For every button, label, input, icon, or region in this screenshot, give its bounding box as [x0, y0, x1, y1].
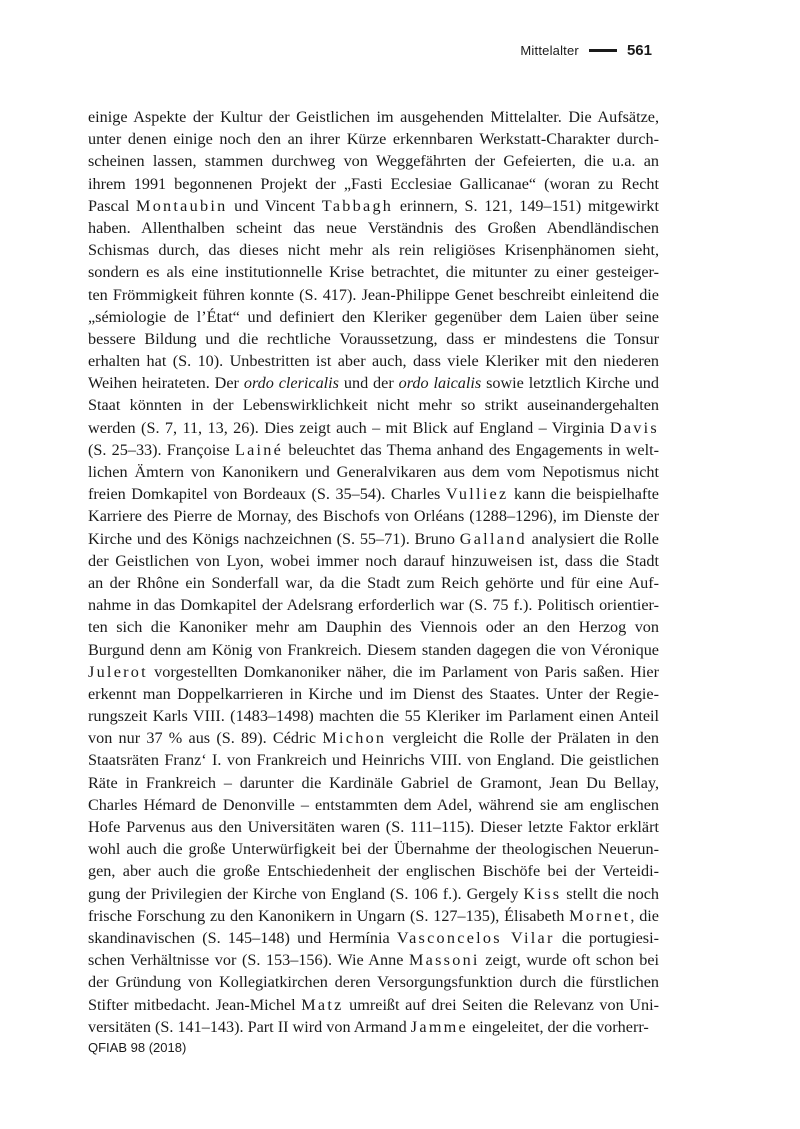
- text-line: [88, 927, 659, 949]
- italic-term: ordo laicalis: [398, 374, 482, 393]
- text-run: erhalten hat (S. 10). Unbestritten ist aber auch, dass viele Kleriker mit den niederen: [88, 352, 659, 371]
- text-run: „sémiologie de l’État“ und definiert den Kleriker gegenüber dem Laien über seine: [88, 307, 659, 326]
- text-line: [88, 128, 659, 150]
- author-name: Matz: [301, 995, 344, 1014]
- text-line: [88, 949, 659, 971]
- text-run: stellt die noch: [561, 884, 659, 903]
- text-run: zeigt, wurde oft schon bei: [479, 951, 659, 970]
- text-line: [88, 173, 659, 195]
- text-line: [88, 749, 659, 771]
- text-run: die portugiesi-: [554, 928, 659, 947]
- text-line: [88, 550, 659, 572]
- text-line: [88, 727, 659, 749]
- text-line: [88, 106, 659, 128]
- author-name: Mornet: [569, 906, 631, 925]
- text-run: lichen Ämtern von Kanonikern und Generalvikaren aus dem vom Nepotismus nicht: [88, 463, 659, 481]
- text-run: erinnern, S. 121, 149–151) mitgewirkt: [393, 196, 659, 215]
- text-run: Räte in Frankreich – darunter die Kardinäle Gabriel de Gramont, Jean Du Bellay,: [88, 773, 659, 792]
- text-line: [88, 772, 659, 794]
- text-run: Burgund denn am König von Frankreich. Diesem standen dagegen die von Véronique: [88, 640, 659, 659]
- text-run: frische Forschung zu den Kanonikern in Ungarn (S. 127–135), Élisabeth: [88, 906, 570, 925]
- body-text: [88, 106, 659, 1038]
- text-line: [88, 150, 659, 172]
- text-line: [88, 483, 659, 505]
- text-line: [88, 350, 659, 372]
- header-rule: [589, 49, 617, 52]
- text-run: an der Rhône ein Sonderfall war, da die Stadt zum Reich gehörte und für eine Auf-: [88, 573, 659, 592]
- running-header: [520, 42, 652, 59]
- text-line: [88, 639, 659, 661]
- text-line: [88, 261, 659, 283]
- text-run: schen Verhältnisse vor (S. 153–156). Wie Anne: [88, 951, 409, 970]
- text-run: , die: [630, 906, 659, 925]
- text-run: Charles Hémard de Denonville – entstammten dem Adel, während sie am englischen: [88, 795, 659, 814]
- text-line: [88, 239, 659, 261]
- text-line: [88, 417, 659, 439]
- text-run: der Geistlichen von Lyon, wobei immer noch darauf hinzuweisen ist, dass die Stadt: [88, 551, 659, 570]
- text-run: wohl auch die große Unterwürfigkeit bei der Übernahme der theologischen Neuerun-: [88, 840, 659, 859]
- text-run: bessere Bildung und die rechtliche Voraussetzung, dass er mindestens die Tonsur: [88, 329, 659, 348]
- text-run: vorgestellten Domkanoniker näher, die im Parlament von Paris saßen. Hier: [147, 662, 659, 681]
- text-run: (S. 25–33). Françoise: [88, 440, 235, 459]
- italic-term: ordo clericalis: [243, 374, 339, 393]
- journal-footer: QFIAB 98 (2018): [88, 1040, 187, 1055]
- text-line: [88, 594, 659, 616]
- author-name: Lainé: [234, 440, 284, 459]
- text-run: versitäten (S. 141–143). Part II wird von Armand: [88, 1017, 411, 1036]
- text-run: skandinavischen (S. 145–148) und Hermínia: [88, 928, 397, 947]
- author-name: Vulliez: [445, 485, 509, 504]
- text-run: kann die beispielhafte: [508, 485, 659, 504]
- text-run: sondern es als eine institutionnelle Krise betrachtet, die mitunter zu einer gesteiger-: [88, 263, 659, 282]
- text-line: [88, 195, 659, 217]
- text-line: [88, 461, 659, 483]
- text-run: beleuchtet das Thema anhand des Engagements in welt-: [283, 440, 659, 459]
- text-run: der Gründung von Kollegiatkirchen deren Versorgungsfunktion durch die fürstlichen: [88, 973, 659, 992]
- author-name: Julerot: [88, 662, 148, 681]
- text-line: [88, 217, 659, 239]
- text-line: [88, 683, 659, 705]
- text-line: [88, 284, 659, 306]
- author-name: Michon: [322, 729, 387, 748]
- text-line: [88, 994, 659, 1016]
- text-line: [88, 816, 659, 838]
- text-run: erkennt man Doppelkarrieren in Kirche und im Dienst des Staates. Unter der Regie-: [88, 684, 659, 703]
- text-run: Pascal: [88, 196, 137, 215]
- text-run: ten Frömmigkeit führen konnte (S. 417). Jean-Philippe Genet beschreibt einleitend die: [88, 285, 659, 304]
- text-line: [88, 505, 659, 527]
- text-run: Staatsräten Franz‘ I. von Frankreich und Heinrichs VIII. von England. Die geistlichen: [88, 751, 659, 770]
- text-run: Karriere des Pierre de Mornay, des Bischofs von Orléans (1288–1296), im Dienste der: [88, 507, 659, 526]
- author-name: Tabbagh: [321, 196, 394, 215]
- text-line: [88, 1016, 659, 1038]
- text-run: Stifter mitbedacht. Jean-Michel: [88, 995, 302, 1014]
- text-line: [88, 883, 659, 905]
- author-name: Jamme: [410, 1017, 468, 1036]
- text-run: rungszeit Karls VIII. (1483–1498) machten die 55 Kleriker im Parlament einen Anteil: [88, 707, 659, 726]
- page-number: 561: [626, 42, 652, 59]
- text-run: ten sich die Kanoniker mehr am Dauphin des Viennois oder an den Herzog von: [88, 618, 659, 637]
- text-line: [88, 372, 659, 394]
- author-name: Vasconcelos Vilar: [396, 928, 555, 947]
- text-line: [88, 528, 659, 550]
- text-line: [88, 572, 659, 594]
- text-run: haben. Allenthalben scheint das neue Verständnis des Großen Abendländischen: [88, 218, 659, 237]
- text-run: unter denen einige noch den an ihrer Kürze erkennbaren Werkstatt-Charakter durch-: [88, 130, 659, 149]
- text-line: [88, 394, 659, 416]
- section-title: Mittelalter: [520, 43, 579, 58]
- text-run: Weihen heirateten. Der: [88, 374, 244, 393]
- text-run: und der: [338, 374, 399, 393]
- text-line: [88, 616, 659, 638]
- text-run: umreißt auf drei Seiten die Relevanz von Uni-: [343, 995, 659, 1014]
- text-run: werden (S. 7, 11, 13, 26). Dies zeigt auch – mit Blick auf England – Virginia: [88, 418, 610, 437]
- text-line: [88, 971, 659, 993]
- text-line: [88, 905, 659, 927]
- text-line: [88, 306, 659, 328]
- text-line: [88, 328, 659, 350]
- author-name: Montaubin: [136, 196, 228, 215]
- text-run: gen, aber auch die große Entschiedenheit der englischen Bischöfe bei der Verteidi-: [88, 862, 659, 881]
- text-run: Staat könnten in der Lebenswirklichkeit nicht mehr so strikt auseinandergehalten: [88, 396, 659, 415]
- author-name: Massoni: [408, 951, 480, 970]
- text-line: [88, 794, 659, 816]
- text-run: sowie letztlich Kirche und: [481, 374, 659, 393]
- author-name: Kiss: [523, 884, 562, 903]
- text-run: ihrem 1991 begonnenen Projekt der „Fasti Ecclesiae Gallicanae“ (woran zu Recht: [88, 174, 659, 193]
- author-name: Davis: [609, 418, 659, 437]
- text-line: [88, 838, 659, 860]
- text-line: [88, 705, 659, 727]
- text-run: vergleicht die Rolle der Prälaten in den: [386, 729, 659, 748]
- text-run: Kirche und des Königs nachzeichnen (S. 55–71). Bruno: [88, 529, 460, 548]
- text-line: [88, 860, 659, 882]
- text-run: Hofe Parvenus aus den Universitäten waren (S. 111–115). Dieser letzte Faktor erklärt: [88, 818, 659, 836]
- text-run: und Vincent: [227, 196, 322, 215]
- text-line: [88, 661, 659, 683]
- text-run: scheinen lassen, stammen durchweg von Weggefährten der Gefeierten, die u.a. an: [88, 152, 659, 171]
- text-line: [88, 439, 659, 461]
- text-run: eingeleitet, der die vorherr-: [468, 1017, 649, 1036]
- text-run: gung der Privilegien der Kirche von England (S. 106 f.). Gergely: [88, 884, 524, 903]
- text-run: analysiert die Rolle: [526, 529, 659, 548]
- text-run: freien Domkapitel von Bordeaux (S. 35–54). Charles: [88, 485, 446, 504]
- text-run: von nur 37 % aus (S. 89). Cédric: [88, 729, 323, 748]
- text-run: Schismas durch, das dieses nicht mehr als rein religiöses Krisenphänomen sieht,: [88, 241, 659, 260]
- author-name: Galland: [459, 529, 527, 548]
- text-run: einige Aspekte der Kultur der Geistlichen im ausgehenden Mittelalter. Die Aufsätze,: [88, 108, 659, 126]
- text-run: nahme in das Domkapitel der Adelsrang erforderlich war (S. 75 f.). Politisch orientier-: [88, 596, 659, 615]
